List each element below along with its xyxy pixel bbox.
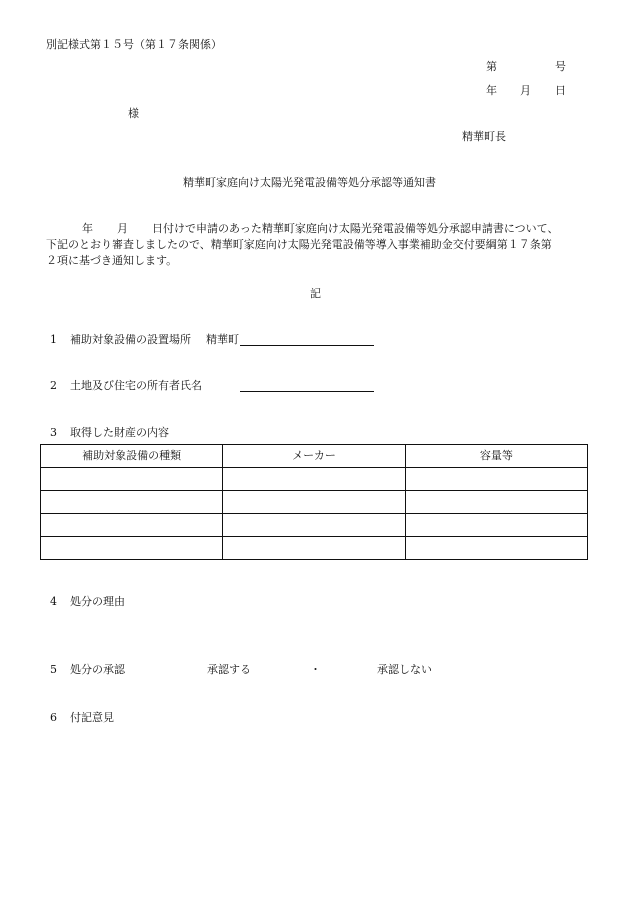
document-title: 精華町家庭向け太陽光発電設備等処分承認等通知書 bbox=[183, 176, 436, 189]
addressee: 様 bbox=[128, 107, 139, 120]
body-line-1 bbox=[50, 221, 590, 237]
table-row bbox=[41, 491, 588, 514]
item5-label: 処分の承認 bbox=[70, 663, 125, 676]
item2-blank-line bbox=[240, 379, 374, 392]
ki-heading: 記 bbox=[310, 287, 321, 300]
table-cell bbox=[41, 468, 223, 491]
table-cell bbox=[223, 514, 405, 537]
table-cell bbox=[41, 537, 223, 560]
table-cell bbox=[405, 468, 587, 491]
table-header-equipment-type: 補助対象設備の種類 bbox=[41, 445, 223, 468]
form-id: 別記様式第１５号（第１７条関係） bbox=[46, 38, 222, 51]
table-cell bbox=[223, 537, 405, 560]
date-year: 年 bbox=[486, 84, 497, 97]
item1-label: 補助対象設備の設置場所 bbox=[70, 333, 191, 346]
body-line-3: ２項に基づき通知します。 bbox=[46, 254, 178, 267]
number-prefix: 第 bbox=[486, 60, 497, 73]
table-row bbox=[41, 468, 588, 491]
item1-value: 精華町 bbox=[206, 333, 239, 346]
issuer: 精華町長 bbox=[462, 130, 506, 143]
item2-label: 土地及び住宅の所有者氏名 bbox=[70, 379, 202, 392]
item4-number: 4 bbox=[50, 595, 57, 608]
item3-label: 取得した財産の内容 bbox=[70, 426, 169, 439]
table-cell bbox=[223, 468, 405, 491]
body-date-year: 年 bbox=[82, 222, 93, 235]
item6-number: 6 bbox=[50, 711, 57, 724]
body-line-1-text: 日付けで申請のあった精華町家庭向け太陽光発電設備等処分承認申請書について、 bbox=[152, 222, 559, 235]
approve-option[interactable]: 承認する bbox=[207, 663, 251, 676]
table-header-row bbox=[41, 445, 588, 468]
number-suffix: 号 bbox=[555, 60, 566, 73]
option-separator: ・ bbox=[310, 663, 321, 676]
body-line-2: 下記のとおり審査しましたので、精華町家庭向け太陽光発電設備等導入事業補助金交付要綱第１７条第 bbox=[46, 238, 552, 251]
table-cell bbox=[405, 514, 587, 537]
date-month: 月 bbox=[520, 84, 531, 97]
table-header-capacity: 容量等 bbox=[405, 445, 587, 468]
table-header-maker: メーカー bbox=[223, 445, 405, 468]
table-cell bbox=[223, 491, 405, 514]
item6-label: 付記意見 bbox=[70, 711, 114, 724]
reject-option[interactable]: 承認しない bbox=[377, 663, 432, 676]
table-cell bbox=[41, 491, 223, 514]
item4-label: 処分の理由 bbox=[70, 595, 125, 608]
body-date-month: 月 bbox=[117, 222, 128, 235]
item2-number: 2 bbox=[50, 379, 57, 392]
date-day: 日 bbox=[555, 84, 566, 97]
table-row bbox=[41, 537, 588, 560]
table-cell bbox=[405, 537, 587, 560]
table-cell bbox=[41, 514, 223, 537]
item1-blank-line bbox=[240, 333, 374, 346]
table-cell bbox=[405, 491, 587, 514]
item1-number: 1 bbox=[50, 333, 57, 346]
assets-table bbox=[40, 444, 588, 560]
body-paragraph bbox=[46, 221, 590, 269]
item3-number: 3 bbox=[50, 426, 57, 439]
table-row bbox=[41, 514, 588, 537]
item5-number: 5 bbox=[50, 663, 57, 676]
